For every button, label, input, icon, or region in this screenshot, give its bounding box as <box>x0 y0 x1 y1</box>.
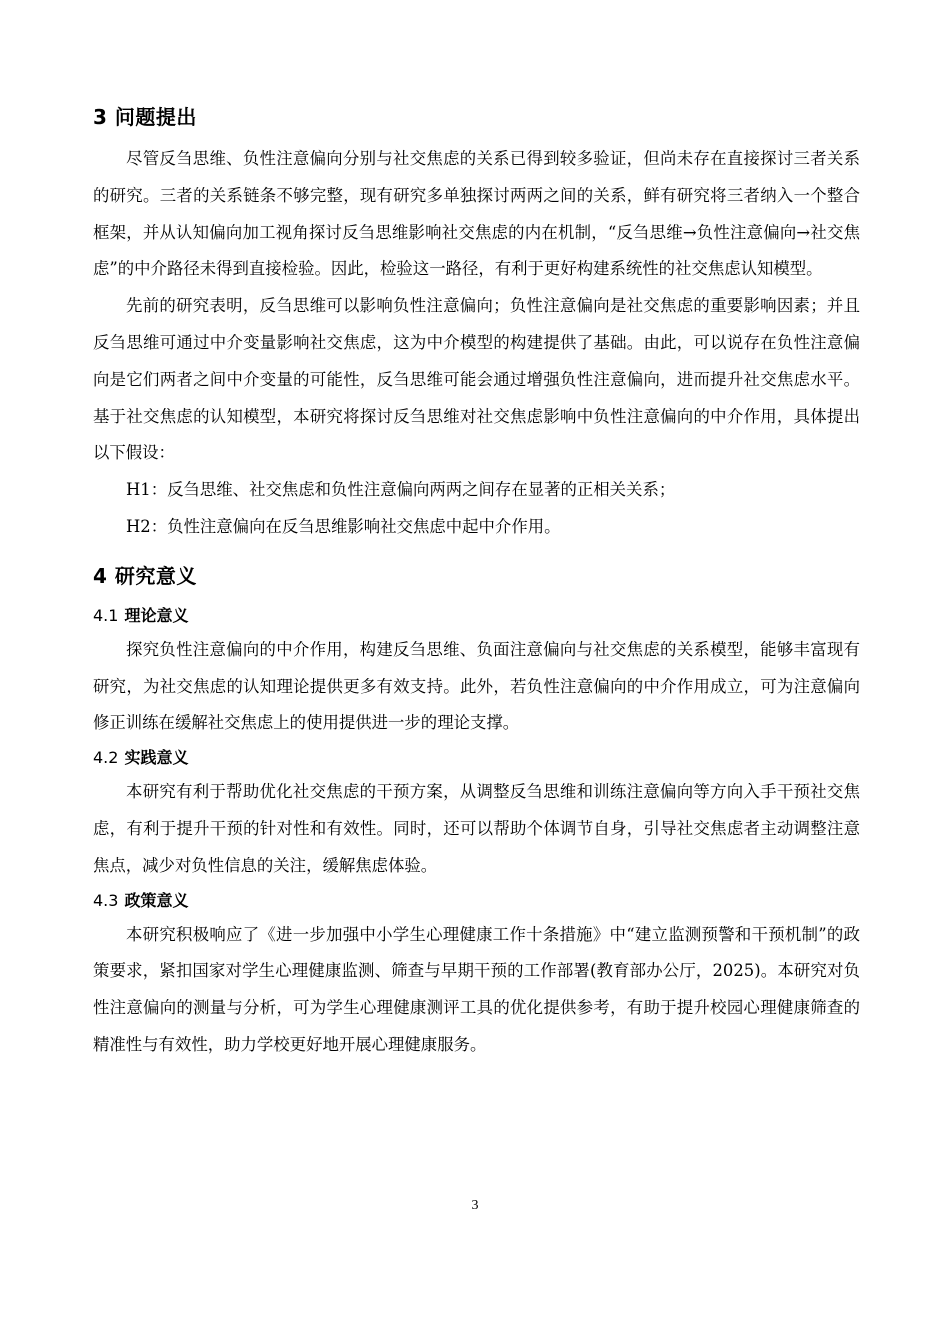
subsection-4-1-heading <box>93 600 860 632</box>
subsection-4-2-number: 4.2 <box>93 748 119 768</box>
subsection-4-3-number: 4.3 <box>93 890 119 910</box>
hypothesis-h1: H1：反刍思维、社交焦虑和负性注意偏向两两之间存在显著的正相关关系； <box>126 480 676 500</box>
section-3-heading: 3 问题提出 <box>93 105 197 129</box>
section-3-paragraph-2: 先前的研究表明，反刍思维可以影响负性注意偏向；负性注意偏向是社交焦虑的重要影响因素；并且反刍思维可通过中介变量影响社交焦虑，这为中介模型的构建提供了基础。由此，可以说存在负性注意偏向是它们两者之间中介变量的可能性，反刍思维可能会通过增强负性注意偏向，进而提升社交焦虑水平。基于社交焦虑的认知模型，本研究将探讨反刍思维对社交焦虑影响中负性注意偏向的中介作用，具体提出以下假设： <box>93 296 860 463</box>
subsection-4-1-number: 4.1 <box>93 605 119 625</box>
hypothesis-h2: H2：负性注意偏向在反刍思维影响社交焦虑中起中介作用。 <box>126 516 561 536</box>
subsection-4-1-title: 理论意义 <box>124 605 189 625</box>
subsection-4-2-paragraph: 本研究有利于帮助优化社交焦虑的干预方案，从调整反刍思维和训练注意偏向等方向入手干预社交焦虑，有利于提升干预的针对性和有效性。同时，还可以帮助个体调节自身，引导社交焦虑者主动调整注意焦点，减少对负性信息的关注，缓解焦虑体验。 <box>93 782 860 875</box>
subsection-4-1-paragraph: 探究负性注意偏向的中介作用，构建反刍思维、负面注意偏向与社交焦虑的关系模型，能够丰富现有研究，为社交焦虑的认知理论提供更多有效支持。此外，若负性注意偏向的中介作用成立，可为注意偏向修正训练在缓解社交焦虑上的使用提供进一步的理论支撑。 <box>93 639 860 733</box>
page-number: 3 <box>471 1198 479 1213</box>
subsection-4-3-paragraph: 本研究积极响应了《进一步加强中小学生心理健康工作十条措施》中“建立监测预警和干预机制”的政策要求，紧扣国家对学生心理健康监测、筛查与早期干预的工作部署(教育部办公厅，2025)。本研究对负性注意偏向的测量与分析，可为学生心理健康测评工具的优化提供参考，有助于提升校园心理健康筛查的精准性与有效性，助力学校更好地开展心理健康服务。 <box>93 924 860 1054</box>
section-3-paragraph-1: 尽管反刍思维、负性注意偏向分别与社交焦虑的关系已得到较多验证，但尚未存在直接探讨三者关系的研究。三者的关系链条不够完整，现有研究多单独探讨两两之间的关系，鲜有研究将三者纳入一个整合框架，并从认知偏向加工视角探讨反刍思维影响社交焦虑的内在机制，“反刍思维→负性注意偏向→社交焦虑”的中介路径未得到直接检验。因此，检验这一路径，有利于更好构建系统性的社交焦虑认知模型。 <box>93 149 860 279</box>
page-content <box>93 99 860 1064</box>
subsection-4-2-title: 实践意义 <box>124 748 189 768</box>
subsection-4-3-title: 政策意义 <box>124 890 189 910</box>
subsection-4-3-heading <box>93 885 860 917</box>
subsection-4-2-heading <box>93 742 860 774</box>
section-4-heading: 4 研究意义 <box>93 563 197 588</box>
